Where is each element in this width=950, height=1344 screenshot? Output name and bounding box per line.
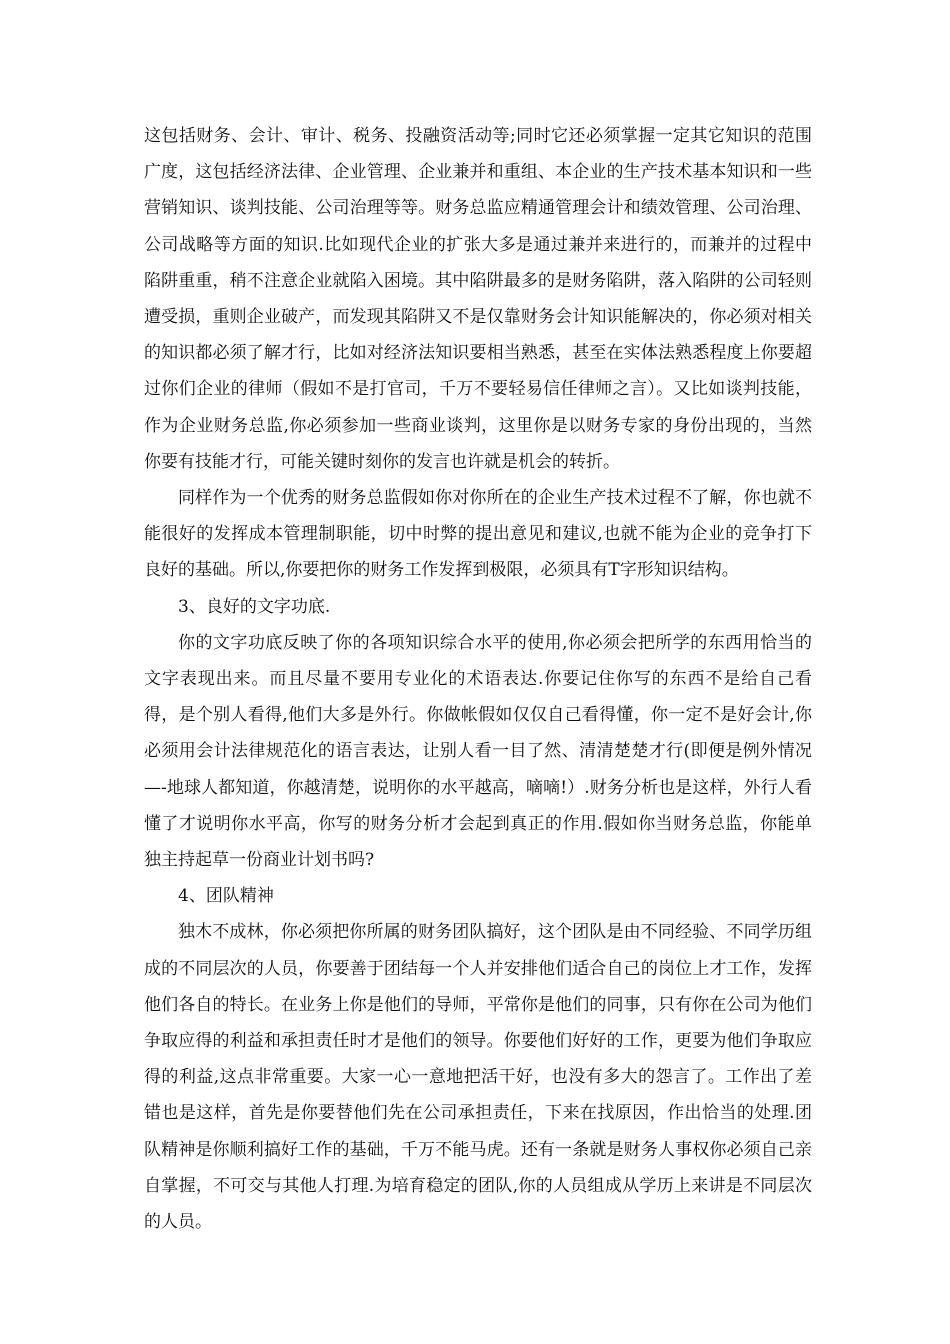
section-heading-writing-skill: 3、良好的文字功底.	[178, 596, 331, 617]
paragraph-writing-skill: 你的文字功底反映了你的各项知识综合水平的使用,你必须会把所学的东西用恰当的文字表现出来。而且尽量不要用专业化的术语表达.你要记住你写的东西不是给自己看得，是个别人看得,他们大多是外行。你做帐假如仅仅自己看得懂，你一定不是好会计,你必须用会计法律规范化的语言表达，让别人看一目了然、清清楚楚才行(即便是例外情况—-地球人都知道，你越清楚，说明你的水平越高，嘀嘀!）.财务分析也是这样，外行人看懂了才说明你水平高，你写的财务分析才会起到真正的作用.假如你当财务总监，你能单独主持起草一份商业计划书吗?	[144, 632, 812, 871]
paragraph-knowledge-breadth: 这包括财务、会计、审计、税务、投融资活动等;同时它还必须掌握一定其它知识的范围广度，这包括经济法律、企业管理、企业兼并和重组、本企业的生产技术基本知识和一些营销知识、谈判技能、公司治理等等。财务总监应精通管理会计和绩效管理、公司治理、公司战略等方面的知识.比如现代企业的扩张大多是通过兼并来进行的，而兼并的过程中陷阱重重，稍不注意企业就陷入困境。其中陷阱最多的是财务陷阱，落入陷阱的公司轻则遭受损，重则企业破产，而发现其陷阱又不是仅靠财务会计知识能解决的，你必须对相关的知识都必须了解才行，比如对经济法知识要相当熟悉，甚至在实体法熟悉程度上你要超过你们企业的律师（假如不是打官司，千万不要轻易信任律师之言）。又比如谈判技能，作为企业财务总监,你必须参加一些商业谈判，这里你是以财务专家的身份出现的，当然你要有技能才行，可能关键时刻你的发言也许就是机会的转折。	[144, 126, 812, 472]
section-heading-team-spirit: 4、团队精神	[178, 886, 274, 907]
document-body	[144, 118, 812, 1240]
paragraph-production-tech: 同样作为一个优秀的财务总监假如你对你所在的企业生产技术过程不了解，你也就不能很好的发挥成本管理制职能，切中时弊的提出意见和建议,也就不能为企业的竞争打下良好的基础。所以,你要把你的财务工作发挥到极限，必须具有T字形知识结构。	[144, 488, 812, 581]
paragraph-team-spirit: 独木不成林，你必须把你所属的财务团队搞好，这个团队是由不同经验、不同学历组成的不同层次的人员，你要善于团结每一个人并安排他们适合自己的岗位上才工作，发挥他们各自的特长。在业务上你是他们的导师，平常你是他们的同事，只有你在公司为他们争取应得的利益和承担责任时才是他们的领导。你要他们好好的工作，更要为他们争取应得的利益,这点非常重要。大家一心一意地把活干好，也没有多大的怨言了。工作出了差错也是这样，首先是你要替他们先在公司承担责任，下来在找原因，作出恰当的处理.团队精神是你顺利搞好工作的基础，千万不能马虎。还有一条就是财务人事权你必须自己亲自掌握，不可交与其他人打理.为培育稳定的团队,你的人员组成从学历上来讲是不同层次的人员。	[144, 922, 812, 1233]
